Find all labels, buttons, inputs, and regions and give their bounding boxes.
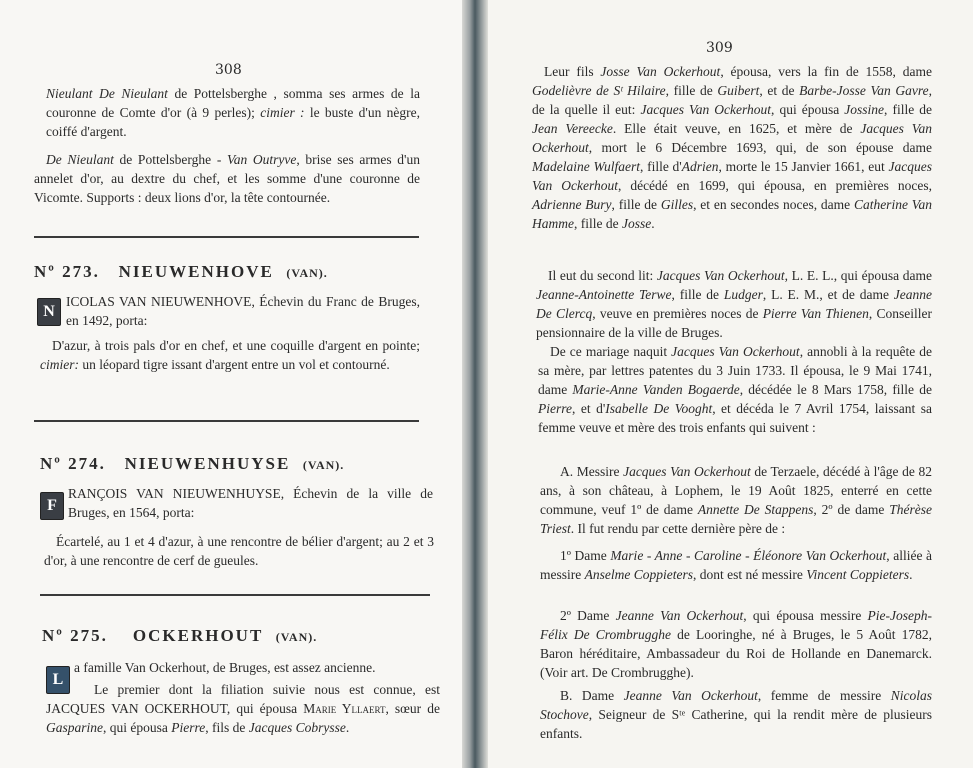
page-number-left: 308	[215, 62, 242, 78]
text: , Conseiller pensionnaire de la ville de Bruges.	[536, 306, 932, 340]
child-a	[540, 462, 932, 538]
divider	[34, 420, 419, 422]
text: .	[651, 216, 655, 231]
name: Marie Yllaert	[303, 701, 386, 716]
text: Écartelé, au 1 et 4 d'azur, à une rencontre de bélier d'argent; au 2 et 3 d'or, à une rencontre de cerf de gueules.	[44, 534, 434, 568]
name: Pie-Joseph-Félix De Crombrugghe	[540, 608, 933, 642]
text: a famille Van Ockerhout, de Bruges, est assez ancienne.	[74, 660, 376, 675]
name: Catherine Van Hamme	[532, 197, 932, 231]
text: , fille de	[574, 216, 622, 231]
entry-275-heading	[42, 626, 317, 646]
entry-number: Nº 275.	[42, 626, 108, 645]
text: . Elle était veuve, en 1625, et mère de	[612, 121, 861, 136]
right-paragraph-1	[532, 62, 932, 233]
entry-275-text	[74, 658, 438, 677]
nieulant-paragraph-2	[34, 150, 420, 207]
name: Anselme Coppieters	[584, 567, 693, 582]
name: Barbe-Josse Van Gavre	[799, 83, 929, 98]
text: , dont est né messire	[692, 567, 807, 582]
name: Jacques Cobrysse	[248, 720, 346, 735]
name: Adrienne Bury	[532, 197, 612, 212]
entry-274-text	[68, 484, 433, 522]
name: Jeanne Van Ockerhout	[623, 688, 758, 703]
name: Jean Vereecke	[532, 121, 613, 136]
right-page	[488, 0, 973, 768]
text: de Pottelsberghe -	[113, 152, 227, 167]
text: , fille de	[611, 197, 661, 212]
text: le buste d'un nègre, coiffé d'argent.	[46, 105, 421, 139]
entry-274-heading	[40, 454, 344, 474]
name: Jacques Van Ockerhout	[532, 121, 932, 155]
name: Pierre Van Thienen	[762, 306, 869, 321]
text: un léopard tigre issant d'argent entre un vol et contourné.	[78, 357, 390, 372]
particle: (VAN).	[286, 266, 328, 280]
name: Nieulant De Nieulant	[46, 86, 168, 101]
left-page	[0, 0, 462, 768]
text: , qui épousa messire	[743, 608, 868, 623]
lead-name: ICOLAS VAN NIEUWENHOVE	[66, 294, 252, 309]
text: Il eut du second lit:	[548, 268, 657, 283]
text: , fils de	[205, 720, 249, 735]
text: cimier:	[40, 357, 79, 372]
text: , morte le 15 Janvier 1661, eut	[718, 159, 889, 174]
text: , de la quelle il eut:	[532, 83, 932, 117]
name: Jeanne Van Ockerhout	[615, 608, 744, 623]
divider	[34, 236, 419, 238]
entry-274-blazon	[44, 532, 434, 570]
name: Godelièvre de Sᵗ Hilaire	[532, 83, 666, 98]
entry-273-text	[66, 292, 420, 330]
text: , L. E. L., qui épousa dame	[784, 268, 932, 283]
text: , fille de	[665, 83, 718, 98]
page-number-right: 309	[706, 40, 733, 56]
text: , fille d'	[639, 159, 682, 174]
name: Jeanne-Antoinette Terwe	[536, 287, 672, 302]
name: Annette De Stappens	[697, 502, 814, 517]
particle: (VAN).	[275, 630, 318, 644]
text: de Looringhe, né à Bruges, le 5 Août 1782, Baron héréditaire, Ambassadeur du Roi de Hollande en Danemarck. (Voir art. De Crombrugghe).	[540, 627, 932, 680]
name: Van Outryve	[226, 152, 297, 167]
entry-273-heading	[34, 262, 328, 282]
entry-number: Nº 274.	[40, 454, 106, 473]
name: Marie - Anne - Caroline - Éléonore Van Ockerhout	[610, 548, 887, 563]
book-spine	[462, 0, 488, 768]
text: , alliée à messire	[540, 548, 933, 582]
text: , épousa, vers la fin de 1558, dame	[720, 64, 932, 79]
name: Marie-Anne Vanden Bogaerde	[572, 382, 740, 397]
entry-number: Nº 273.	[34, 262, 100, 281]
text: , veuve en premières noces de	[592, 306, 763, 321]
text: 1º Dame	[560, 548, 611, 563]
text: de Pottelsberghe , somma ses armes de la couronne de Comte d'or (à 9 perles);	[46, 86, 420, 120]
text: , et d'	[572, 401, 606, 416]
entry-273-blazon	[40, 336, 420, 374]
family-name: OCKERHOUT	[132, 626, 264, 645]
text: , mort le 6 Décembre 1693, qui, de son épouse dame	[588, 140, 932, 155]
name: Gilles	[660, 197, 694, 212]
text: , qui épousa	[103, 720, 172, 735]
text: , Échevin du Franc de Bruges, en 1492, porta:	[66, 294, 420, 328]
text: Leur fils	[544, 64, 601, 79]
text: .	[345, 720, 350, 735]
text: A. Messire	[560, 464, 624, 479]
text: De ce mariage naquit	[550, 344, 672, 359]
text: , et en secondes noces, dame	[693, 197, 854, 212]
text: , Seigneur de Sᵗᵉ Catherine, qui la rendit mère de plusieurs enfants.	[540, 707, 932, 741]
text: D'azur, à trois pals d'or en chef, et une coquille d'argent en pointe;	[52, 338, 420, 353]
text: , sœur de	[385, 701, 440, 716]
text: , qui épousa	[226, 701, 304, 716]
dropcap-l: L	[46, 666, 70, 694]
dropcap-f: F	[40, 492, 64, 520]
text: de Terzaele, décédé à l'âge de 82 ans, à son château, à Lophem, le 19 Août 1825, enterré en cette commune, veuf 1º de dame	[540, 464, 932, 517]
name: Pierre	[538, 401, 572, 416]
text: cimier :	[260, 105, 305, 120]
name: Pierre	[171, 720, 206, 735]
name: Isabelle De Vooght	[605, 401, 713, 416]
child-a-1	[540, 546, 932, 584]
dropcap-n: N	[37, 298, 61, 326]
lead-name: RANÇOIS VAN NIEUWENHUYSE	[68, 486, 281, 501]
name: JACQUES VAN OCKERHOUT	[46, 701, 227, 716]
right-paragraph-2	[536, 266, 932, 342]
child-b	[540, 686, 932, 743]
name: Adrien	[681, 159, 719, 174]
text: , qui épousa	[771, 102, 845, 117]
family-name: NIEUWENHOVE	[118, 262, 274, 281]
nieulant-paragraph-1	[46, 84, 420, 141]
name: Ludger	[723, 287, 763, 302]
name: Nicolas Stochove	[540, 688, 932, 722]
name: Jossine	[844, 102, 885, 117]
text: 2º Dame	[560, 608, 616, 623]
name: Thérèse Triest	[540, 502, 932, 536]
text: , et de	[759, 83, 800, 98]
name: Jacques Van Ockerhout	[640, 102, 772, 117]
name: Josse	[621, 216, 652, 231]
text: , femme de messire	[757, 688, 891, 703]
text: . Il fut rendu par cette dernière père de :	[570, 521, 786, 536]
name: Gasparine	[46, 720, 103, 735]
name: Jeanne De Clercq	[536, 287, 933, 321]
name: Jacques Van Ockerhout	[656, 268, 785, 283]
name: Jacques Van Ockerhout	[671, 344, 800, 359]
name: Guibert	[717, 83, 760, 98]
text: , décédée le 8 Mars 1758, fille de	[739, 382, 932, 397]
name: De Nieulant	[46, 152, 114, 167]
family-name: NIEUWENHUYSE	[124, 454, 291, 473]
text: , 2º de dame	[813, 502, 890, 517]
text: , Échevin de la ville de Bruges, en 1564, porta:	[68, 486, 433, 520]
text: .	[909, 567, 913, 582]
name: Jacques Van Ockerhout	[623, 464, 751, 479]
text: B. Dame	[560, 688, 624, 703]
name: Jacques Van Ockerhout	[532, 159, 932, 193]
name: Vincent Coppieters	[806, 567, 910, 582]
text: , annobli à la requête de sa mère, par lettres patentes du 3 Juin 1733. Il épousa, le 9 Mai 1741, dame	[538, 344, 932, 397]
particle: (VAN).	[302, 458, 345, 472]
text: , décédé en 1699, qui épousa, en premières noces,	[617, 178, 932, 193]
name: Madelaine Wulfaert	[532, 159, 640, 174]
entry-275-text-2	[46, 680, 440, 737]
text: , L. E. M., et de dame	[762, 287, 894, 302]
text: , fille de	[884, 102, 932, 117]
text: , fille de	[671, 287, 724, 302]
text: , et décéda le 7 Avril 1754, laissant sa femme veuve et mère des trois enfants qui suivent :	[538, 401, 932, 435]
text: Le premier dont la filiation suivie nous est connue, est	[94, 682, 440, 697]
text: , brise ses armes d'un annelet d'or, au dextre du chef, et les somme d'une couronne de Vicomte. Supports : deux lions d'or, la tête contournée.	[34, 152, 420, 205]
child-a-2	[540, 606, 932, 682]
name: Josse Van Ockerhout	[600, 64, 721, 79]
right-paragraph-3	[538, 342, 932, 437]
divider	[40, 594, 430, 596]
